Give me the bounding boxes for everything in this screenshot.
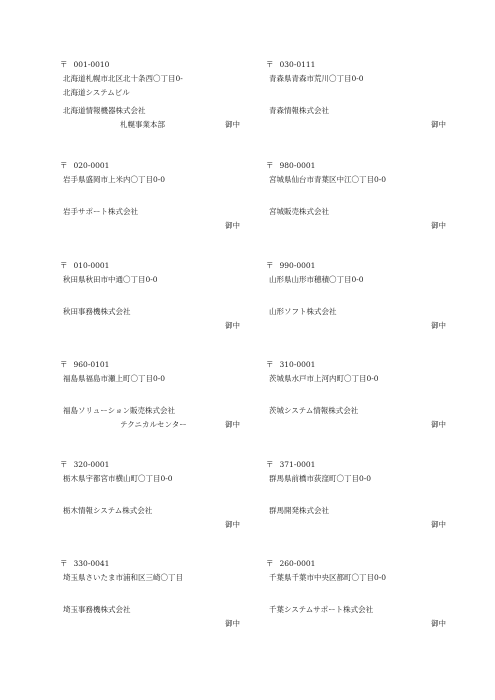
postal-mark-icon: 〒 [266,161,274,170]
postal-mark-icon: 〒 [60,559,68,568]
department-name: テクニカルセンター [120,420,187,429]
address-label [266,58,446,143]
company-name: 茨城システム情報株式会社 [269,406,359,415]
address-label [266,557,446,642]
postal-mark-icon: 〒 [60,261,68,270]
honorific: 御中 [431,520,446,529]
postal-code: 〒 260-0001 [266,559,316,568]
address-label [60,259,240,344]
honorific: 御中 [431,221,446,230]
honorific: 御中 [431,420,446,429]
honorific: 御中 [225,619,240,628]
postal-code: 〒 320-0001 [60,460,110,469]
company-name: 福島ソリューション販売株式会社 [63,406,175,415]
postal-code: 〒 310-0001 [266,360,316,369]
company-name: 埼玉事務機株式会社 [63,605,131,614]
postal-mark-icon: 〒 [60,60,68,69]
address-label [60,557,240,642]
address-line-1: 茨城県水戸市上河内町〇丁目0-0 [269,374,379,383]
address-line-1: 北海道札幌市北区北十条西〇丁目0- [63,74,183,83]
address-line-1: 秋田県秋田市中通〇丁目0-0 [63,275,158,284]
postal-mark-icon: 〒 [266,360,274,369]
company-name: 千葉システムサポート株式会社 [269,605,374,614]
address-label [266,358,446,443]
honorific: 御中 [225,520,240,529]
address-line-1: 山形県山形市穂積〇丁目0-0 [269,275,364,284]
postal-mark-icon: 〒 [266,460,274,469]
address-line-1: 福島県福島市瀬上町〇丁目0-0 [63,374,166,383]
address-line-1: 埼玉県さいたま市浦和区三崎〇丁目 [63,573,183,582]
company-name: 宮城販売株式会社 [269,207,329,216]
postal-code: 〒 330-0041 [60,559,110,568]
postal-code: 〒 990-0001 [266,261,316,270]
honorific: 御中 [431,321,446,330]
honorific: 御中 [225,120,240,129]
address-label [60,159,240,244]
address-label [266,159,446,244]
postal-mark-icon: 〒 [60,161,68,170]
address-line-2: 北海道システムビル [63,88,130,97]
honorific: 御中 [225,221,240,230]
company-name: 秋田事務機株式会社 [63,307,131,316]
address-label [266,259,446,344]
postal-mark-icon: 〒 [266,60,274,69]
company-name: 群馬開発株式会社 [269,506,329,515]
address-line-1: 千葉県千葉市中央区都町〇丁目0-0 [269,573,387,582]
postal-mark-icon: 〒 [60,360,68,369]
postal-mark-icon: 〒 [266,261,274,270]
address-label [266,458,446,543]
postal-code: 〒 030-0111 [266,60,316,69]
company-name: 青森情報株式会社 [269,106,329,115]
company-name: 栃木情報システム株式会社 [63,506,153,515]
postal-code: 〒 980-0001 [266,161,316,170]
honorific: 御中 [431,120,446,129]
address-line-1: 宮城県仙台市青葉区中江〇丁目0-0 [269,175,387,184]
address-line-1: 青森県青森市荒川〇丁目0-0 [269,74,364,83]
company-name: 岩手サポート株式会社 [63,207,138,216]
postal-mark-icon: 〒 [266,559,274,568]
postal-mark-icon: 〒 [60,460,68,469]
honorific: 御中 [431,619,446,628]
honorific: 御中 [225,321,240,330]
postal-code: 〒 960-0101 [60,360,110,369]
department-name: 札幌事業本部 [120,120,165,129]
postal-code: 〒 010-0001 [60,261,110,270]
address-label [60,458,240,543]
address-line-1: 群馬県前橋市荻窪町〇丁目0-0 [269,474,372,483]
honorific: 御中 [225,420,240,429]
company-name: 北海道情報機器株式会社 [63,106,146,115]
postal-code: 〒 371-0001 [266,460,316,469]
address-label [60,58,240,143]
postal-code: 〒 020-0001 [60,161,110,170]
company-name: 山形ソフト株式会社 [269,307,337,316]
address-line-1: 岩手県盛岡市上米内〇丁目0-0 [63,175,166,184]
postal-code: 〒 001-0010 [60,60,110,69]
address-line-1: 栃木県宇都宮市横山町〇丁目0-0 [63,474,173,483]
address-label [60,358,240,443]
